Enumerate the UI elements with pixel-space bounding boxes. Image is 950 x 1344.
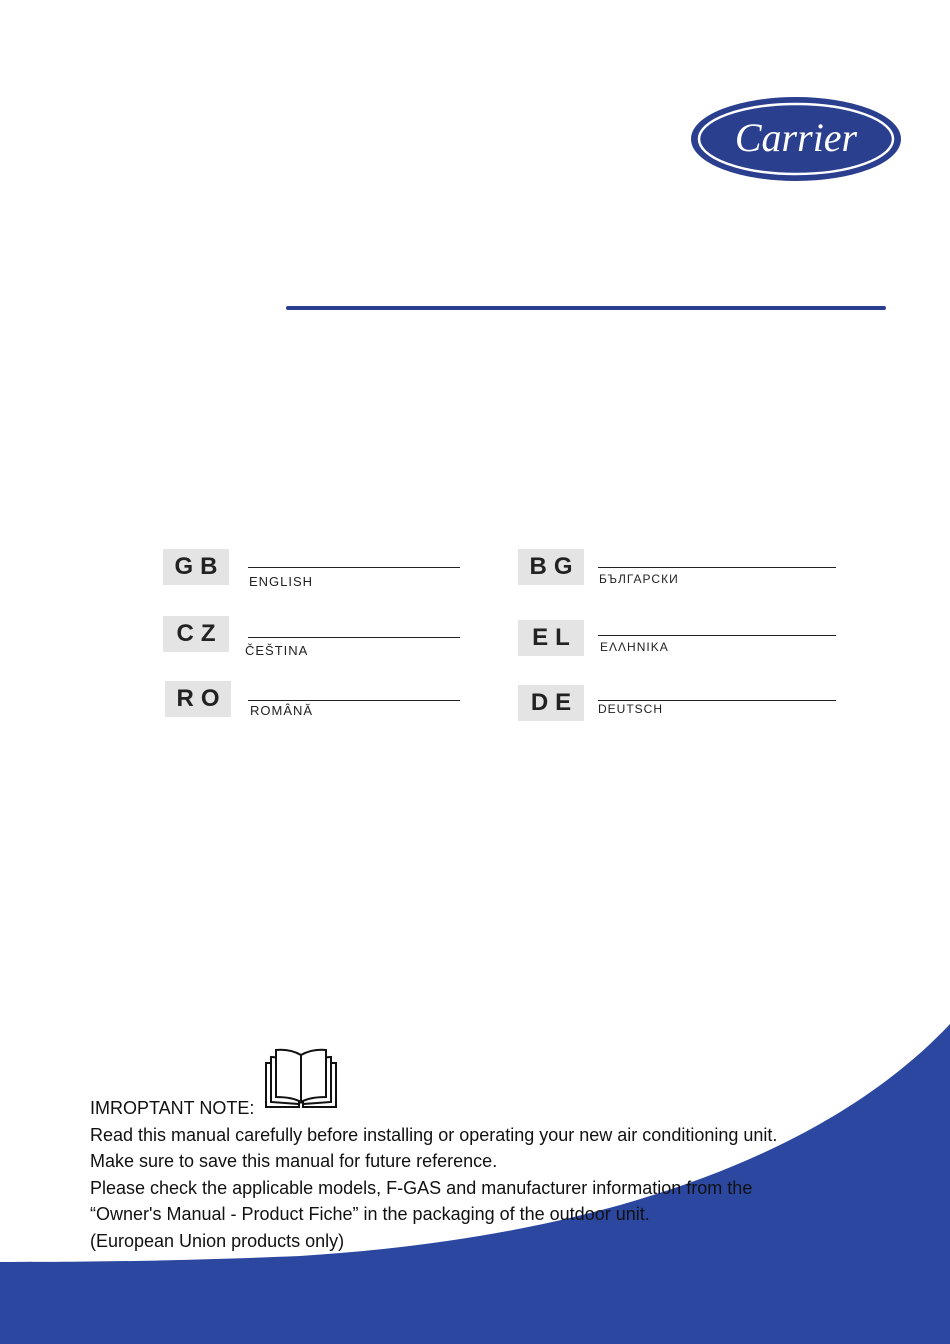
language-code-gb[interactable]: GB [163,549,229,585]
language-rule [248,567,460,568]
language-name-bg[interactable]: БЪЛГАРСКИ [599,572,679,586]
logo-wordmark: Carrier [734,115,858,160]
important-note [90,1048,850,1254]
language-name-de[interactable]: DEUTSCH [598,702,664,716]
carrier-logo [690,96,902,182]
note-heading-row [90,1048,850,1122]
note-heading: IMROPTANT NOTE: [90,1098,255,1118]
note-line-4: “Owner's Manual - Product Fiche” in the packaging of the outdoor unit. [90,1204,650,1224]
note-line-3: Please check the applicable models, F-GAS and manufacturer information from the [90,1177,753,1198]
language-name-el[interactable]: ΕΛΛΗΝΙΚΑ [600,640,669,654]
language-rule [598,635,836,636]
title-divider [286,306,886,310]
note-line-1: Read this manual carefully before installing or operating your new air conditioning unit. [90,1124,778,1145]
language-code-ro[interactable]: RO [165,681,231,717]
language-rule [248,700,460,701]
language-rule [248,637,460,638]
language-code-bg[interactable]: BG [518,549,584,585]
language-name-ro[interactable]: ROMÂNĂ [250,703,314,718]
language-rule [598,700,836,701]
language-name-cz[interactable]: ČEŠTINA [245,643,309,658]
open-book-icon [262,1047,340,1121]
language-code-cz[interactable]: CZ [163,616,229,652]
note-line-5: (European Union products only) [90,1230,345,1251]
language-code-de[interactable]: DE [518,685,584,721]
note-line-2: Make sure to save this manual for future reference. [90,1151,498,1171]
language-code-el[interactable]: EL [518,620,584,656]
language-name-gb[interactable]: ENGLISH [249,574,314,589]
language-rule [598,567,836,568]
